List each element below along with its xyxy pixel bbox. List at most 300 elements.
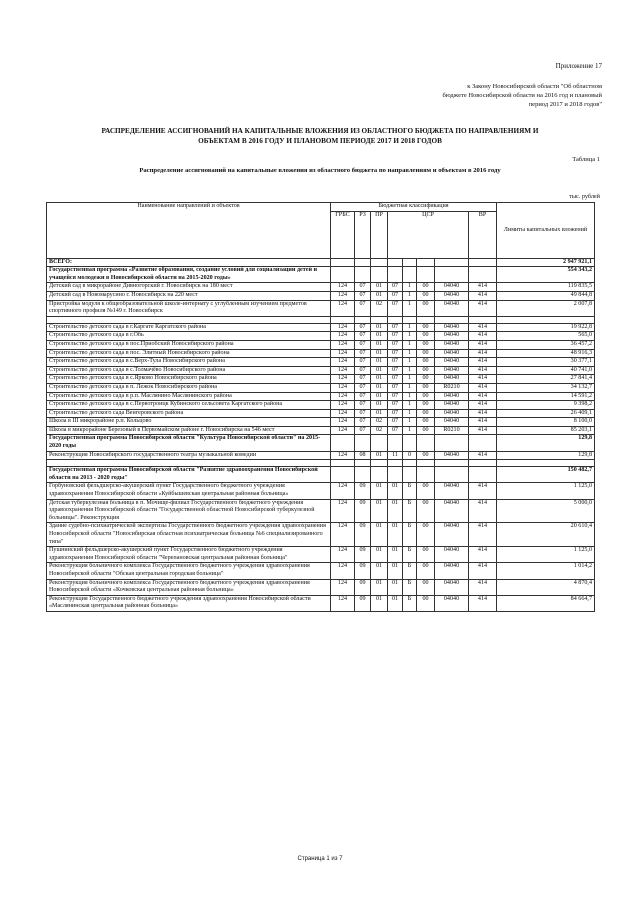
- code-c4: 04040: [435, 392, 469, 401]
- object-name: Реконструкция больничного комплекса Государственного бюджетного учреждения здравоохранения Новосибирской области "Обская центральная городская больница": [47, 563, 331, 579]
- code-c2: 1: [403, 401, 417, 410]
- limit-value: 150 482,7: [497, 467, 595, 483]
- code-c2: Б: [403, 563, 417, 579]
- header-name: Наименование направлений и объектов: [47, 203, 331, 259]
- table-row: [47, 401, 595, 410]
- code-c4: 04040: [435, 300, 469, 316]
- table-subtitle: Распределение ассигнований на капитальные вложения из областного бюджета по направлениям и объектам в 2016 году: [139, 167, 501, 174]
- appendix-label: Приложение 17: [555, 62, 602, 70]
- code-grbs: 124: [331, 366, 355, 375]
- code-pr: 01: [371, 340, 388, 349]
- law-line: к Закону Новосибирской области "Об областном: [467, 83, 602, 90]
- limit-value: 5 000,0: [497, 499, 595, 523]
- code-c2: 1: [403, 426, 417, 435]
- code-c3: 00: [417, 358, 435, 367]
- table-number: Таблица 1: [572, 156, 600, 163]
- spacer-row: [47, 460, 595, 467]
- table-row: [47, 375, 595, 384]
- unit-label: тыс. рублей: [569, 193, 600, 200]
- code-rz: 07: [355, 383, 371, 392]
- table-row: [47, 499, 595, 523]
- code-vr: 414: [469, 451, 497, 460]
- code-vr: 414: [469, 383, 497, 392]
- total-row: [47, 258, 595, 267]
- limit-value: 20 610,4: [497, 523, 595, 547]
- code-c1: 07: [388, 291, 403, 300]
- code-c4: 04040: [435, 547, 469, 563]
- limit-value: 48 916,3: [497, 349, 595, 358]
- object-name: Строительство детского сада в с.Верх-Тула Новосибирского района: [47, 358, 331, 367]
- limit-value: 8 100,0: [497, 418, 595, 427]
- code-grbs: 124: [331, 401, 355, 410]
- code-pr: 02: [371, 300, 388, 316]
- header-limits: Лимиты капитальных вложений: [497, 203, 595, 259]
- table-row: [47, 451, 595, 460]
- object-name: Строительство детского сада в пос.Приобский Новосибирского района: [47, 340, 331, 349]
- code-rz: 07: [355, 409, 371, 418]
- limit-value: 1 125,0: [497, 547, 595, 563]
- code-pr: 01: [371, 499, 388, 523]
- total-label: ВСЕГО:: [47, 258, 331, 267]
- limit-value: 129,8: [497, 435, 595, 451]
- code-c3: 00: [417, 375, 435, 384]
- code-grbs: 124: [331, 563, 355, 579]
- code-c1: 07: [388, 349, 403, 358]
- object-name: Горбуновский фельдшерско-акушерский пункт Государственного бюджетного учреждения здравоохранения Новосибирской области «Куйбышевская центральная районная больница»: [47, 483, 331, 499]
- object-name: Строительство детского сада в с.Ярково Новосибирского района: [47, 375, 331, 384]
- program-name: Государственная программа «Развитие образования, создание условий для социализации детей и учащейся молодежи в Новосибирской области на 2015-2020 годы»: [47, 267, 331, 283]
- code-c3: 00: [417, 563, 435, 579]
- code-grbs: 124: [331, 499, 355, 523]
- code-grbs: 124: [331, 375, 355, 384]
- code-pr: 02: [371, 426, 388, 435]
- code-c4: 04040: [435, 349, 469, 358]
- law-line: период 2017 и 2018 годов": [528, 101, 602, 108]
- limit-value: 36 457,2: [497, 340, 595, 349]
- object-name: Здание судебно-психиатрической экспертизы Государственного бюджетного учреждения здравоохранения Новосибирской области "Новосибирская областная психиатрическая больница №6 специализированного типа": [47, 523, 331, 547]
- limit-value: 19 922,8: [497, 323, 595, 332]
- code-grbs: 124: [331, 426, 355, 435]
- object-name: Пушнинский фельдшерско-акушерский пункт Государственного бюджетного учреждения здравоохранения Новосибирской области "Черепановская центральная районная больница": [47, 547, 331, 563]
- code-grbs: 124: [331, 349, 355, 358]
- code-c4: 04040: [435, 375, 469, 384]
- object-name: Строительство детского сада в г.Каргате Каргатского района: [47, 323, 331, 332]
- code-grbs: 124: [331, 483, 355, 499]
- code-vr: 414: [469, 523, 497, 547]
- code-pr: 01: [371, 291, 388, 300]
- code-grbs: 124: [331, 332, 355, 341]
- code-rz: 07: [355, 283, 371, 292]
- table-row: [47, 291, 595, 300]
- object-name: Детская туберкулезная больница в п. Мочище-филиал Государственного бюджетного учреждения здравоохранения Новосибирской области "Государственной областной Новосибирской туберкулезной больницы". Реконструкция: [47, 499, 331, 523]
- code-pr: 01: [371, 523, 388, 547]
- code-c3: 00: [417, 349, 435, 358]
- table-row: [47, 418, 595, 427]
- code-rz: 07: [355, 332, 371, 341]
- table-row: [47, 595, 595, 611]
- limit-value: 40 741,0: [497, 366, 595, 375]
- object-name: Реконструкция Новосибирского государственного театра музыкальной комедии: [47, 451, 331, 460]
- code-vr: 414: [469, 291, 497, 300]
- code-c2: 1: [403, 358, 417, 367]
- header-rz: РЗ: [355, 211, 371, 258]
- table-header: [47, 203, 595, 259]
- table-row: [47, 383, 595, 392]
- code-c2: 1: [403, 375, 417, 384]
- table-row: [47, 426, 595, 435]
- code-vr: 414: [469, 426, 497, 435]
- allocations-table: [46, 202, 595, 612]
- table-row: [47, 332, 595, 341]
- document-title: [50, 126, 590, 146]
- law-reference: [342, 82, 602, 109]
- code-vr: 414: [469, 349, 497, 358]
- spacer-row: [47, 316, 595, 323]
- code-rz: 07: [355, 300, 371, 316]
- code-c4: R0210: [435, 383, 469, 392]
- code-rz: 07: [355, 323, 371, 332]
- code-c1: 07: [388, 375, 403, 384]
- object-name: Реконструкция Государственного бюджетного учреждения здравоохранения Новосибирской области «Маслянинская центральная районная больница»: [47, 595, 331, 611]
- code-pr: 01: [371, 392, 388, 401]
- code-vr: 414: [469, 401, 497, 410]
- code-pr: 01: [371, 579, 388, 595]
- code-c3: 00: [417, 283, 435, 292]
- limit-value: 1 125,0: [497, 483, 595, 499]
- code-rz: 07: [355, 375, 371, 384]
- code-vr: 414: [469, 563, 497, 579]
- law-line: бюджете Новосибирской области на 2016 год и плановый: [442, 92, 602, 99]
- code-grbs: 124: [331, 547, 355, 563]
- limit-value: 565,0: [497, 332, 595, 341]
- page-footer: Страница 1 из 7: [297, 856, 343, 862]
- code-vr: 414: [469, 332, 497, 341]
- code-c4: 04040: [435, 523, 469, 547]
- code-c4: 04040: [435, 451, 469, 460]
- code-c3: 00: [417, 499, 435, 523]
- table-row: [47, 523, 595, 547]
- code-c1: 11: [388, 451, 403, 460]
- object-name: Строительство детского сада в п. Лежок Новосибирского района: [47, 383, 331, 392]
- code-c1: 07: [388, 332, 403, 341]
- limit-value: 34 132,7: [497, 383, 595, 392]
- code-pr: 01: [371, 451, 388, 460]
- code-rz: 07: [355, 366, 371, 375]
- code-c1: 07: [388, 366, 403, 375]
- table-row: [47, 563, 595, 579]
- code-c4: R0210: [435, 426, 469, 435]
- code-vr: 414: [469, 392, 497, 401]
- code-c3: 00: [417, 332, 435, 341]
- code-c4: 04040: [435, 332, 469, 341]
- code-vr: 414: [469, 366, 497, 375]
- code-c1: 01: [388, 595, 403, 611]
- code-vr: 414: [469, 499, 497, 523]
- code-grbs: 124: [331, 340, 355, 349]
- code-c3: 00: [417, 300, 435, 316]
- code-c4: 04040: [435, 563, 469, 579]
- code-rz: 08: [355, 451, 371, 460]
- code-grbs: 124: [331, 283, 355, 292]
- code-vr: 414: [469, 595, 497, 611]
- table-row: [47, 483, 595, 499]
- object-name: Школа в микрорайоне Березовый в Первомайском районе г. Новосибирска на 546 мест: [47, 426, 331, 435]
- limit-value: 85 203,1: [497, 426, 595, 435]
- code-c3: 00: [417, 409, 435, 418]
- code-pr: 01: [371, 283, 388, 292]
- object-name: Школа в III микрорайоне р.п. Кольцово: [47, 418, 331, 427]
- code-c3: 00: [417, 340, 435, 349]
- code-c2: 1: [403, 366, 417, 375]
- code-c2: Б: [403, 499, 417, 523]
- code-rz: 09: [355, 499, 371, 523]
- limit-value: 30 377,1: [497, 358, 595, 367]
- code-c4: 04040: [435, 401, 469, 410]
- table-row: [47, 392, 595, 401]
- code-grbs: 124: [331, 451, 355, 460]
- object-name: Строительство детского сада в г.Обь: [47, 332, 331, 341]
- code-c1: 01: [388, 579, 403, 595]
- code-c1: 07: [388, 323, 403, 332]
- table-row: [47, 340, 595, 349]
- code-c2: 1: [403, 392, 417, 401]
- code-grbs: 124: [331, 358, 355, 367]
- code-c2: 1: [403, 383, 417, 392]
- code-c1: 07: [388, 358, 403, 367]
- code-pr: 01: [371, 358, 388, 367]
- program-row: [47, 267, 595, 283]
- code-c3: 00: [417, 426, 435, 435]
- code-rz: 09: [355, 579, 371, 595]
- table-body: [47, 258, 595, 611]
- code-c3: 00: [417, 523, 435, 547]
- code-c3: 00: [417, 401, 435, 410]
- code-grbs: 124: [331, 392, 355, 401]
- code-rz: 07: [355, 401, 371, 410]
- code-c4: 04040: [435, 595, 469, 611]
- limit-value: 554 343,2: [497, 267, 595, 283]
- code-pr: 01: [371, 375, 388, 384]
- code-grbs: 124: [331, 291, 355, 300]
- code-rz: 07: [355, 426, 371, 435]
- table-row: [47, 579, 595, 595]
- code-c4: 04040: [435, 483, 469, 499]
- code-c4: 04040: [435, 409, 469, 418]
- table-row: [47, 547, 595, 563]
- code-c3: 00: [417, 451, 435, 460]
- total-value: 2 947 921,1: [497, 258, 595, 267]
- code-c1: 07: [388, 392, 403, 401]
- code-c1: 07: [388, 418, 403, 427]
- table-row: [47, 358, 595, 367]
- code-c3: 00: [417, 579, 435, 595]
- header-pr: ПР: [371, 211, 388, 258]
- object-name: Детский сад в Новомарусино г. Новосибирск на 220 мест: [47, 291, 331, 300]
- code-c4: 04040: [435, 579, 469, 595]
- code-c2: 1: [403, 323, 417, 332]
- table-row: [47, 323, 595, 332]
- code-rz: 09: [355, 523, 371, 547]
- code-rz: 09: [355, 595, 371, 611]
- code-c3: 00: [417, 418, 435, 427]
- code-c3: 00: [417, 547, 435, 563]
- code-vr: 414: [469, 409, 497, 418]
- object-name: Детский сад в микрорайоне Дивногорский г. Новосибирск на 180 мест: [47, 283, 331, 292]
- code-c3: 00: [417, 323, 435, 332]
- table-row: [47, 283, 595, 292]
- program-name: Государственная программа Новосибирской области "Развитие здравоохранения Новосибирской области на 2013 - 2020 годы": [47, 467, 331, 483]
- object-name: Реконструкция больничного комплекса Государственного бюджетного учреждения здравоохранения Новосибирской области «Кочковская центральная районная больница»: [47, 579, 331, 595]
- code-rz: 09: [355, 547, 371, 563]
- code-rz: 07: [355, 349, 371, 358]
- code-c4: 04040: [435, 499, 469, 523]
- code-vr: 414: [469, 418, 497, 427]
- program-name: Государственная программа Новосибирской области "Культура Новосибирской области" на 2015-2020 годы: [47, 435, 331, 451]
- code-pr: 01: [371, 547, 388, 563]
- limit-value: 1 014,2: [497, 563, 595, 579]
- object-name: Строительство детского сада в с.Толмачёво Новосибирского района: [47, 366, 331, 375]
- title-line: ОБЪЕКТАМ В 2016 ГОДУ И ПЛАНОВОМ ПЕРИОДЕ 2017 И 2018 ГОДОВ: [198, 137, 442, 145]
- limit-value: 27 841,4: [497, 375, 595, 384]
- code-c2: Б: [403, 595, 417, 611]
- code-pr: 01: [371, 401, 388, 410]
- code-pr: 01: [371, 349, 388, 358]
- program-row: [47, 467, 595, 483]
- limit-value: 4 870,4: [497, 579, 595, 595]
- code-pr: 01: [371, 409, 388, 418]
- code-c2: Б: [403, 547, 417, 563]
- code-c3: 00: [417, 595, 435, 611]
- code-c2: 1: [403, 291, 417, 300]
- code-grbs: 124: [331, 323, 355, 332]
- code-vr: 414: [469, 300, 497, 316]
- code-c1: 01: [388, 563, 403, 579]
- code-c3: 00: [417, 383, 435, 392]
- code-c1: 07: [388, 283, 403, 292]
- limit-value: 2 007,8: [497, 300, 595, 316]
- code-c4: 04040: [435, 340, 469, 349]
- code-c2: 1: [403, 409, 417, 418]
- code-grbs: 124: [331, 418, 355, 427]
- code-pr: 01: [371, 483, 388, 499]
- object-name: Пристройка модуля к общеобразовательной школе-интернату с углубленным изучением предметов спортивного профиля №149 г. Новосибирск: [47, 300, 331, 316]
- header-grbs: ГРБС: [331, 211, 355, 258]
- code-c1: 07: [388, 401, 403, 410]
- header-vr: ВР: [469, 211, 497, 258]
- code-c1: 01: [388, 483, 403, 499]
- header-budget-class: Бюджетная классификация: [331, 203, 497, 212]
- code-grbs: 124: [331, 523, 355, 547]
- limit-value: 26 409,1: [497, 409, 595, 418]
- code-vr: 414: [469, 283, 497, 292]
- object-name: Строительство детского сада Венгеровского района: [47, 409, 331, 418]
- code-c2: Б: [403, 579, 417, 595]
- code-c4: 04040: [435, 323, 469, 332]
- code-c2: Б: [403, 483, 417, 499]
- code-rz: 09: [355, 483, 371, 499]
- code-pr: 02: [371, 418, 388, 427]
- code-grbs: 124: [331, 595, 355, 611]
- code-c3: 00: [417, 483, 435, 499]
- code-pr: 01: [371, 563, 388, 579]
- code-c4: 04040: [435, 358, 469, 367]
- table-row: [47, 409, 595, 418]
- code-rz: 07: [355, 392, 371, 401]
- code-rz: 07: [355, 418, 371, 427]
- code-vr: 414: [469, 323, 497, 332]
- code-c2: 1: [403, 332, 417, 341]
- limit-value: 129,8: [497, 451, 595, 460]
- code-pr: 01: [371, 323, 388, 332]
- code-vr: 414: [469, 340, 497, 349]
- code-grbs: 124: [331, 300, 355, 316]
- code-c1: 07: [388, 409, 403, 418]
- code-c2: 1: [403, 340, 417, 349]
- code-c4: 04040: [435, 366, 469, 375]
- code-c1: 07: [388, 340, 403, 349]
- limit-value: 9 398,2: [497, 401, 595, 410]
- code-c2: 1: [403, 418, 417, 427]
- table-row: [47, 300, 595, 316]
- limit-value: 119 835,5: [497, 283, 595, 292]
- code-c1: 07: [388, 383, 403, 392]
- code-c1: 01: [388, 499, 403, 523]
- object-name: Строительство детского сада в пос. Элитный Новосибирского района: [47, 349, 331, 358]
- code-c2: 1: [403, 349, 417, 358]
- code-c1: 01: [388, 523, 403, 547]
- code-c3: 00: [417, 366, 435, 375]
- code-vr: 414: [469, 579, 497, 595]
- code-c1: 01: [388, 547, 403, 563]
- code-rz: 07: [355, 291, 371, 300]
- code-grbs: 124: [331, 579, 355, 595]
- code-vr: 414: [469, 483, 497, 499]
- code-c3: 00: [417, 392, 435, 401]
- code-c2: 1: [403, 283, 417, 292]
- code-pr: 01: [371, 366, 388, 375]
- code-vr: 414: [469, 375, 497, 384]
- table-row: [47, 366, 595, 375]
- code-grbs: 124: [331, 383, 355, 392]
- code-c4: 04040: [435, 291, 469, 300]
- limit-value: 49 844,8: [497, 291, 595, 300]
- limit-value: 84 664,7: [497, 595, 595, 611]
- code-c4: 04040: [435, 418, 469, 427]
- code-rz: 09: [355, 563, 371, 579]
- code-pr: 01: [371, 332, 388, 341]
- title-line: РАСПРЕДЕЛЕНИЕ АССИГНОВАНИЙ НА КАПИТАЛЬНЫЕ ВЛОЖЕНИЯ ИЗ ОБЛАСТНОГО БЮДЖЕТА ПО НАПРАВЛЕНИЯМ И: [101, 127, 539, 135]
- object-name: Строительство детского сада в р.п. Маслянино Маслянинского района: [47, 392, 331, 401]
- code-rz: 07: [355, 358, 371, 367]
- code-vr: 414: [469, 547, 497, 563]
- code-vr: 414: [469, 358, 497, 367]
- code-c3: 00: [417, 291, 435, 300]
- code-pr: 01: [371, 383, 388, 392]
- header-csr: ЦСР: [388, 211, 469, 258]
- object-name: Строительство детского сада в с.Первотроицк Кубинского сельсовета Каргатского района: [47, 401, 331, 410]
- code-c4: 04040: [435, 283, 469, 292]
- code-c2: 0: [403, 451, 417, 460]
- code-c2: 1: [403, 300, 417, 316]
- program-row: [47, 435, 595, 451]
- code-rz: 07: [355, 340, 371, 349]
- code-c1: 07: [388, 426, 403, 435]
- code-c1: 07: [388, 300, 403, 316]
- code-c2: Б: [403, 523, 417, 547]
- code-grbs: 124: [331, 409, 355, 418]
- limit-value: 14 591,2: [497, 392, 595, 401]
- table-row: [47, 349, 595, 358]
